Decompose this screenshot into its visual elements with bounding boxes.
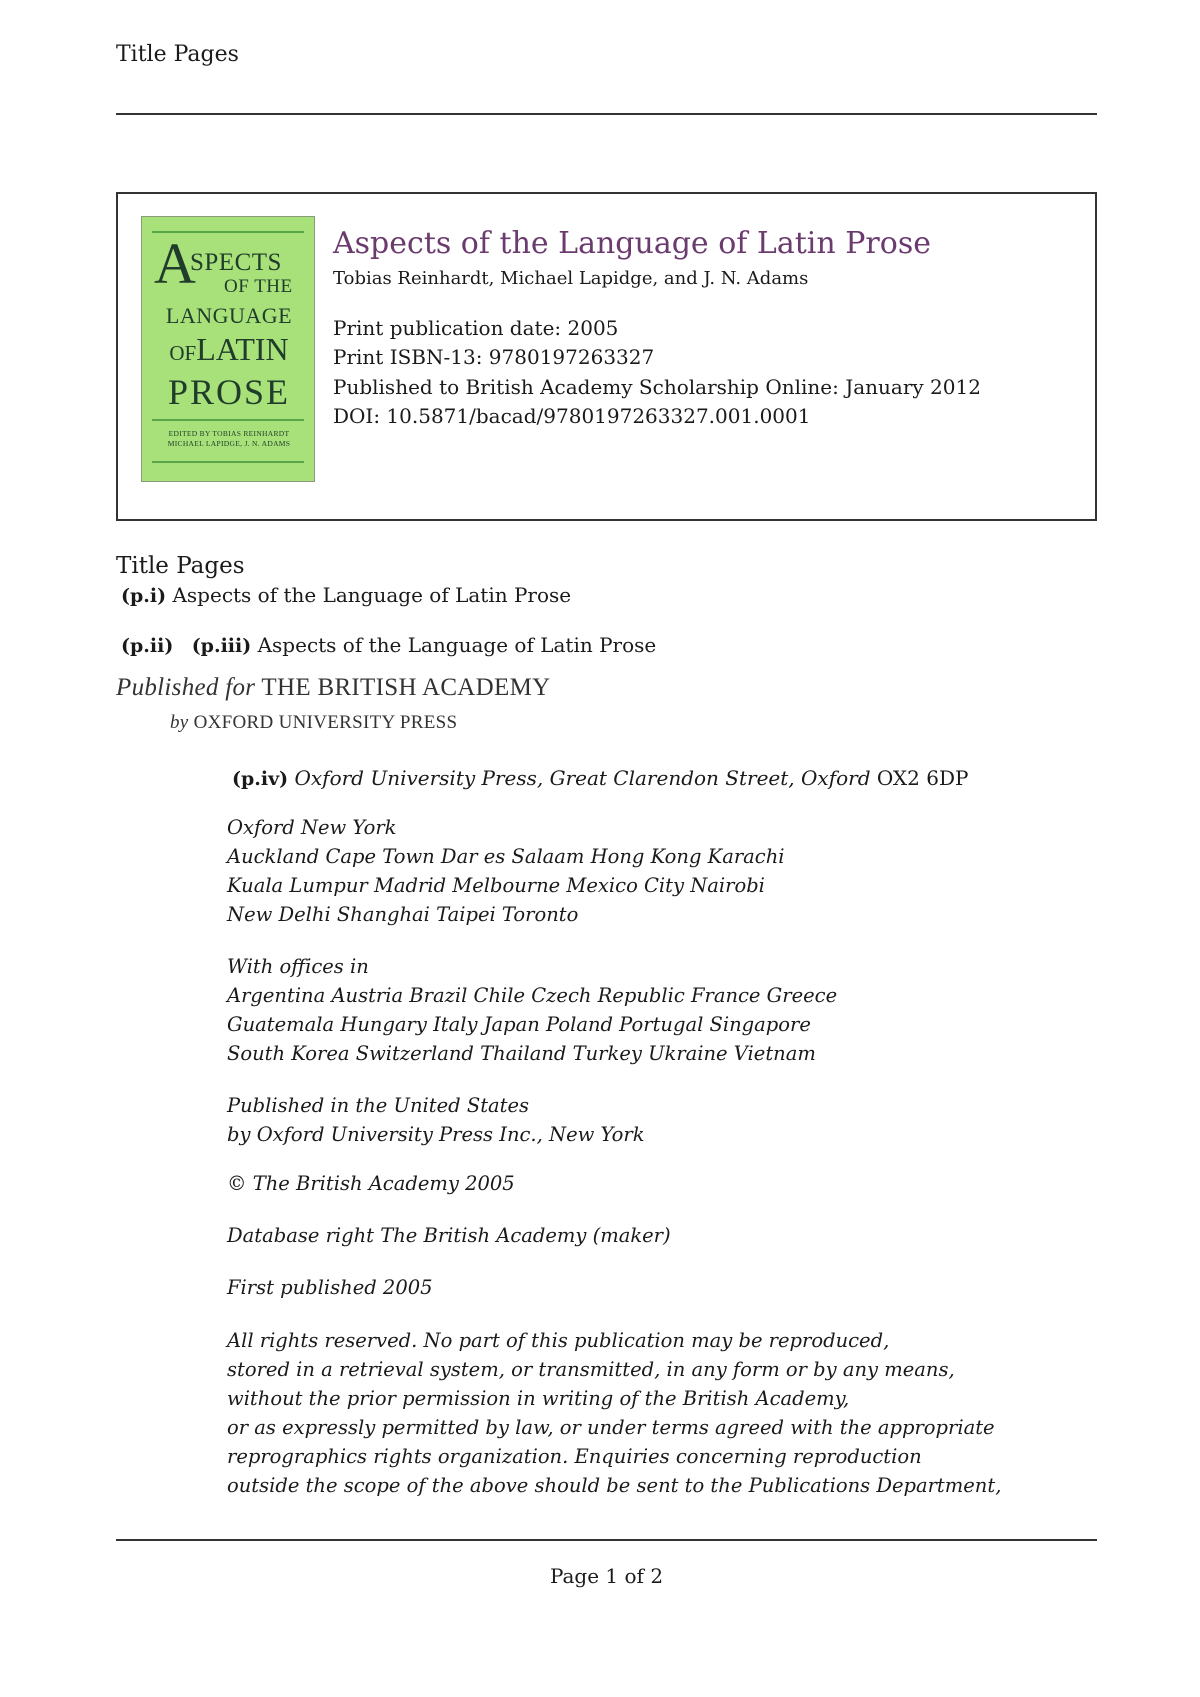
page-entry-text: Aspects of the Language of Latin Prose xyxy=(257,633,657,657)
cover-editors: EDITED BY TOBIAS REINHARDT MICHAEL LAPIDGE, J. N. ADAMS xyxy=(167,429,291,448)
print-publication-date: Print publication date: 2005 xyxy=(333,316,619,340)
book-authors: Tobias Reinhardt, Michael Lapidge, and J. N. Adams xyxy=(333,268,809,289)
publisher-postcode: OX2 6DP xyxy=(876,766,969,790)
cover-title-of-latin: OFLATIN xyxy=(169,331,289,367)
book-cover-image[interactable] xyxy=(141,216,315,482)
header-divider xyxy=(116,113,1097,115)
page-entry-i xyxy=(121,583,571,607)
publisher-line: by OXFORD UNIVERSITY PRESS xyxy=(170,712,458,733)
cover-title-aspects: A SPECTS xyxy=(154,231,282,296)
publisher-address: Oxford University Press, Great Clarendon Street, Oxford xyxy=(294,766,871,790)
cities-block: Oxford New York Auckland Cape Town Dar es Salaam Hong Kong Karachi Kuala Lumpur Madrid Melbourne Mexico City Nairobi New Delhi Shanghai Taipei Toronto xyxy=(227,816,785,926)
cover-title-of-the: OF THE xyxy=(224,276,293,297)
page-entry-text: Aspects of the Language of Latin Prose xyxy=(172,583,572,607)
database-right: Database right The British Academy (maker) xyxy=(227,1224,671,1247)
page-ref-i: (p.i) xyxy=(121,585,167,607)
footer-divider xyxy=(116,1539,1097,1541)
rights-statement: All rights reserved. No part of this publication may be reproduced, stored in a retrieval system, or transmitted, in any form or by any means, without the prior permission in writing of the British Academy, or as expressly permitted by law, or under terms agreed with the appropriate reprographics rights organization. Enquiries concerning reproduction outside the scope of the above should be sent to the Publications Department, xyxy=(227,1329,1002,1497)
us-publication-block: Published in the United States by Oxford University Press Inc., New York xyxy=(227,1094,645,1146)
page-entry-ii-iii xyxy=(121,633,656,657)
cover-title-language: LANGUAGE xyxy=(165,303,293,328)
doi: DOI: 10.5871/bacad/9780197263327.001.0001 xyxy=(333,404,811,428)
cover-title-prose: PROSE xyxy=(167,372,291,412)
cover-rule-middle xyxy=(152,419,304,421)
page-entry-iv xyxy=(232,766,968,790)
print-isbn: Print ISBN-13: 9780197263327 xyxy=(333,345,655,369)
page-ref-iv: (p.iv) xyxy=(232,768,289,790)
page-number: Page 1 of 2 xyxy=(549,1564,664,1588)
section-title: Title Pages xyxy=(116,553,245,579)
online-publication: Published to British Academy Scholarship Online: January 2012 xyxy=(333,375,981,399)
published-for-line: Published for THE BRITISH ACADEMY xyxy=(116,674,551,701)
page-ref-iii: (p.iii) xyxy=(191,635,252,657)
running-head: Title Pages xyxy=(116,42,239,67)
book-title-link[interactable]: Aspects of the Language of Latin Prose xyxy=(333,226,931,261)
page-ref-ii: (p.ii) xyxy=(121,635,174,657)
cover-rule-bottom xyxy=(152,461,304,463)
first-published: First published 2005 xyxy=(227,1276,433,1299)
offices-block: With offices in Argentina Austria Brazil Chile Czech Republic France Greece Guatemala Hungary Italy Japan Poland Portugal Singapore South Korea Switzerland Thailand Turkey Ukraine Vietnam xyxy=(227,955,838,1065)
copyright-notice: © The British Academy 2005 xyxy=(227,1172,515,1195)
